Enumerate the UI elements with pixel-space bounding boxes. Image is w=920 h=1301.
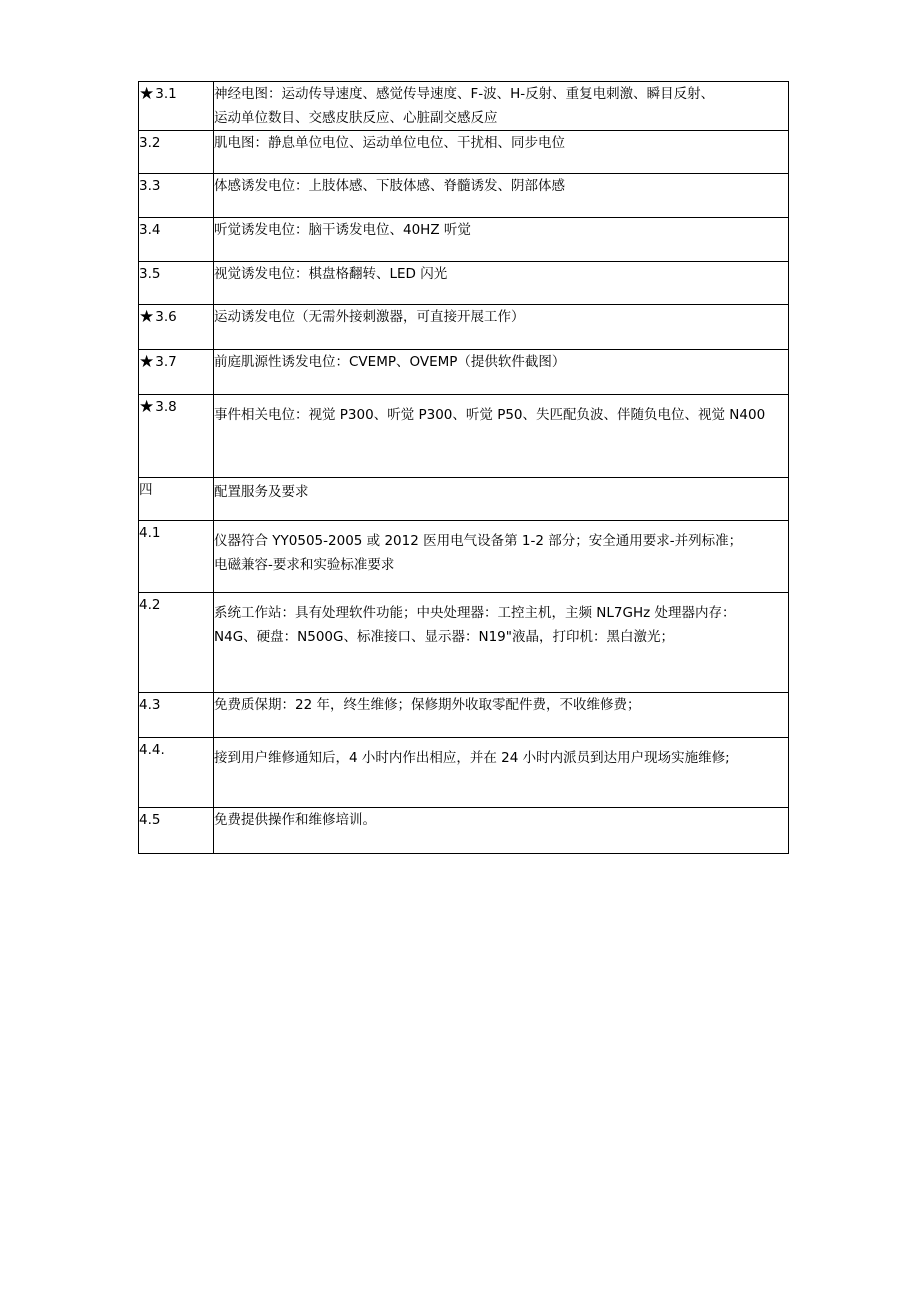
table-row xyxy=(139,218,789,262)
table-row xyxy=(139,262,789,305)
row-number: 3.5 xyxy=(139,266,161,282)
table-row xyxy=(139,808,789,854)
row-content-cell xyxy=(214,593,789,693)
spec-table xyxy=(138,81,789,854)
row-number-cell xyxy=(139,593,214,693)
row-number-cell xyxy=(139,350,214,395)
row-number-cell xyxy=(139,738,214,808)
row-text-line: 电磁兼容-要求和实验标准要求 xyxy=(214,557,395,573)
row-text-line: 接到用户维修通知后，4 小时内作出相应，并在 24 小时内派员到达用户现场实施维修; xyxy=(214,750,730,766)
row-content-cell xyxy=(214,693,789,738)
row-number-cell xyxy=(139,218,214,262)
row-number: 3.6 xyxy=(155,309,177,325)
row-text-line: 系统工作站：具有处理软件功能；中央处理器：工控主机，主频 NL7GHz 处理器内存： xyxy=(214,605,736,621)
row-number: 4.1 xyxy=(139,525,161,541)
row-content-cell xyxy=(214,262,789,305)
row-text-line: 视觉诱发电位：棋盘格翻转、LED 闪光 xyxy=(214,266,448,282)
row-number-cell xyxy=(139,808,214,854)
row-content-cell xyxy=(214,395,789,478)
table-row xyxy=(139,174,789,218)
row-text-line: 仪器符合 YY0505-2005 或 2012 医用电气设备第 1-2 部分；安全通用要求-并列标准； xyxy=(214,533,743,549)
row-content-cell xyxy=(214,82,789,131)
row-text-line: 听觉诱发电位：脑干诱发电位、40HZ 听觉 xyxy=(214,222,471,238)
row-number-cell xyxy=(139,174,214,218)
table-row xyxy=(139,738,789,808)
row-number: 3.8 xyxy=(155,399,177,415)
row-content-cell xyxy=(214,521,789,593)
row-number: 3.2 xyxy=(139,135,161,151)
row-content-cell xyxy=(214,808,789,854)
row-text-line: 体感诱发电位：上肢体感、下肢体感、脊髓诱发、阴部体感 xyxy=(214,178,565,194)
row-content-cell xyxy=(214,350,789,395)
row-number: 四 xyxy=(139,482,153,498)
row-number-cell xyxy=(139,478,214,521)
table-row xyxy=(139,395,789,478)
row-number: 4.4. xyxy=(139,742,165,758)
table-row xyxy=(139,593,789,693)
row-text-line: 肌电图：静息单位电位、运动单位电位、干扰相、同步电位 xyxy=(214,135,565,151)
table-row xyxy=(139,131,789,174)
row-number-cell xyxy=(139,521,214,593)
star-icon: ★ xyxy=(139,84,155,104)
row-number-cell xyxy=(139,82,214,131)
row-content-cell xyxy=(214,305,789,350)
row-number: 4.5 xyxy=(139,812,161,828)
row-text-line: 运动诱发电位（无需外接刺激器，可直接开展工作） xyxy=(214,309,525,325)
table-row xyxy=(139,693,789,738)
row-number: 3.1 xyxy=(155,86,177,102)
table-row xyxy=(139,305,789,350)
row-text-line: 神经电图：运动传导速度、感觉传导速度、F-波、H-反射、重复电刺激、瞬目反射、 xyxy=(214,86,715,102)
star-icon: ★ xyxy=(139,307,155,327)
table-row xyxy=(139,521,789,593)
row-number-cell xyxy=(139,131,214,174)
row-number-cell xyxy=(139,693,214,738)
row-content-cell xyxy=(214,174,789,218)
table-row xyxy=(139,82,789,131)
row-text-line: 免费提供操作和维修培训。 xyxy=(214,812,376,828)
row-number-cell xyxy=(139,262,214,305)
row-text-line: 前庭肌源性诱发电位：CVEMP、OVEMP（提供软件截图） xyxy=(214,354,566,370)
row-number: 3.7 xyxy=(155,354,177,370)
row-text-line: N4G、硬盘：N500G、标准接口、显示器：N19"液晶，打印机：黑白激光； xyxy=(214,629,674,645)
row-content-cell xyxy=(214,478,789,521)
row-number: 3.4 xyxy=(139,222,161,238)
table-row xyxy=(139,350,789,395)
row-number-cell xyxy=(139,305,214,350)
row-text-line: 事件相关电位：视觉 P300、听觉 P300、听觉 P50、失匹配负波、伴随负电位、视觉 N400 xyxy=(214,407,766,423)
star-icon: ★ xyxy=(139,397,155,417)
row-number-cell xyxy=(139,395,214,478)
table-row xyxy=(139,478,789,521)
row-content-cell xyxy=(214,738,789,808)
star-icon: ★ xyxy=(139,352,155,372)
row-content-cell xyxy=(214,131,789,174)
row-content-cell xyxy=(214,218,789,262)
row-number: 3.3 xyxy=(139,178,161,194)
row-text-line: 配置服务及要求 xyxy=(214,484,309,500)
row-number: 4.2 xyxy=(139,597,161,613)
row-text-line: 运动单位数目、交感皮肤反应、心脏副交感反应 xyxy=(214,110,498,126)
row-number: 4.3 xyxy=(139,697,161,713)
row-text-line: 免费质保期：22 年，终生维修；保修期外收取零配件费，不收维修费； xyxy=(214,697,641,713)
